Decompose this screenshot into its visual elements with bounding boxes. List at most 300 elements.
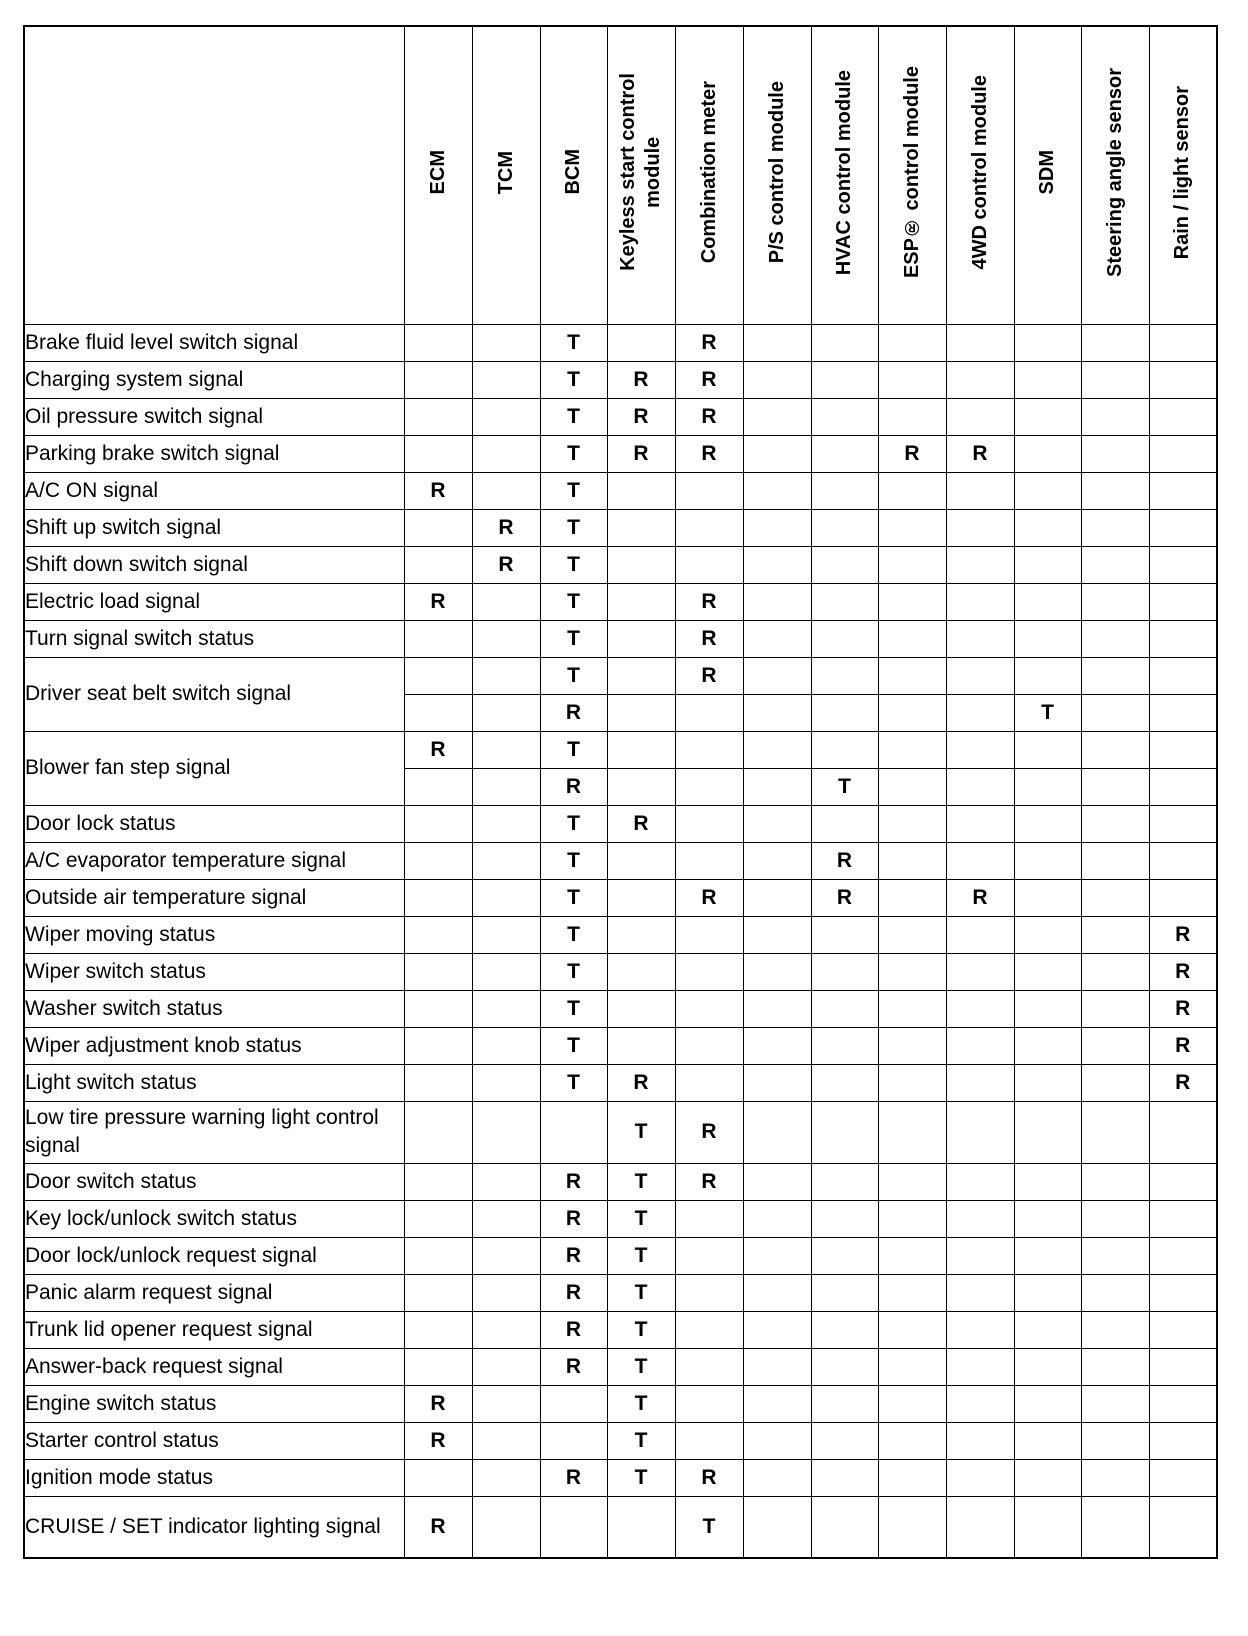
signal-value-cell (1149, 731, 1217, 768)
signal-value-cell (1014, 657, 1081, 694)
column-header (946, 26, 1014, 324)
signal-value-cell (1014, 583, 1081, 620)
signal-value-cell (472, 805, 540, 842)
signal-value-cell (404, 1101, 472, 1163)
signal-value-cell (946, 1385, 1014, 1422)
signal-value-cell (811, 657, 878, 694)
signal-value-cell: T (540, 731, 607, 768)
signal-value-cell (404, 1027, 472, 1064)
signal-value-cell (472, 879, 540, 916)
signal-value-cell (607, 1496, 675, 1558)
signal-value-cell (878, 916, 946, 953)
signal-value-cell: R (540, 1237, 607, 1274)
signal-value-cell: R (472, 546, 540, 583)
signal-value-cell (607, 324, 675, 361)
table-row (24, 805, 1217, 842)
signal-value-cell (743, 842, 811, 879)
signal-value-cell (675, 1311, 743, 1348)
signal-value-cell (675, 990, 743, 1027)
signal-value-cell (1081, 398, 1149, 435)
signal-value-cell (1081, 1101, 1149, 1163)
signal-name-cell: Door lock/unlock request signal (24, 1237, 404, 1274)
table-row (24, 472, 1217, 509)
signal-value-cell (878, 546, 946, 583)
signal-value-cell (811, 916, 878, 953)
signal-value-cell (404, 620, 472, 657)
signal-value-cell (675, 694, 743, 731)
signal-value-cell (1081, 1311, 1149, 1348)
signal-value-cell: R (607, 1064, 675, 1101)
signal-value-cell (1081, 583, 1149, 620)
signal-value-cell (1149, 805, 1217, 842)
table-row (24, 1496, 1217, 1558)
signal-name-cell: Parking brake switch signal (24, 435, 404, 472)
signal-value-cell (743, 1274, 811, 1311)
signal-value-cell (607, 768, 675, 805)
signal-value-cell: R (811, 879, 878, 916)
signal-value-cell: R (1149, 990, 1217, 1027)
signal-value-cell (1149, 1101, 1217, 1163)
signal-name-cell: Door switch status (24, 1163, 404, 1200)
signal-value-cell: R (540, 694, 607, 731)
signal-value-cell (472, 1237, 540, 1274)
signal-value-cell (675, 509, 743, 546)
column-header-label: 4WD control module (968, 75, 991, 270)
signal-value-cell (1081, 1163, 1149, 1200)
table-row (24, 1237, 1217, 1274)
signal-value-cell (946, 1163, 1014, 1200)
signal-value-cell (1014, 435, 1081, 472)
signal-value-cell (743, 620, 811, 657)
signal-value-cell (1149, 620, 1217, 657)
signal-value-cell (1014, 1064, 1081, 1101)
signal-value-cell: T (607, 1237, 675, 1274)
signal-value-cell (743, 398, 811, 435)
signal-value-cell (472, 324, 540, 361)
table-row (24, 435, 1217, 472)
signal-value-cell: T (607, 1422, 675, 1459)
signal-value-cell (878, 1237, 946, 1274)
signal-value-cell (675, 546, 743, 583)
signal-value-cell (878, 953, 946, 990)
signal-value-cell (607, 583, 675, 620)
signal-value-cell (1149, 1237, 1217, 1274)
signal-value-cell (946, 324, 1014, 361)
signal-value-cell (878, 398, 946, 435)
signal-value-cell (404, 879, 472, 916)
signal-value-cell (472, 768, 540, 805)
signal-value-cell (1014, 842, 1081, 879)
signal-value-cell (675, 1274, 743, 1311)
signal-value-cell (743, 694, 811, 731)
signal-value-cell (946, 1311, 1014, 1348)
signal-name-cell: Door lock status (24, 805, 404, 842)
signal-value-cell: T (540, 805, 607, 842)
signal-value-cell (811, 1496, 878, 1558)
table-row (24, 1163, 1217, 1200)
signal-value-cell (946, 620, 1014, 657)
signal-value-cell (404, 768, 472, 805)
signal-value-cell: T (540, 398, 607, 435)
signal-value-cell: R (404, 1496, 472, 1558)
signal-value-cell (946, 1496, 1014, 1558)
signal-value-cell (946, 509, 1014, 546)
signal-value-cell (404, 842, 472, 879)
signal-value-cell (811, 361, 878, 398)
signal-value-cell (472, 1101, 540, 1163)
signal-value-cell (472, 990, 540, 1027)
signal-value-cell (1014, 1496, 1081, 1558)
signal-value-cell (404, 1163, 472, 1200)
signal-value-cell: T (540, 324, 607, 361)
signal-value-cell (1149, 472, 1217, 509)
signal-value-cell: R (404, 472, 472, 509)
signal-value-cell (811, 1237, 878, 1274)
signal-value-cell (540, 1496, 607, 1558)
signal-value-cell: R (675, 583, 743, 620)
signal-value-cell (675, 472, 743, 509)
signal-value-cell (675, 805, 743, 842)
signal-value-cell: R (675, 1101, 743, 1163)
table-row (24, 657, 1217, 694)
table-row (24, 1274, 1217, 1311)
signal-value-cell (607, 842, 675, 879)
signal-value-cell (811, 398, 878, 435)
signal-value-cell (878, 879, 946, 916)
signal-value-cell (946, 731, 1014, 768)
signal-value-cell (675, 1237, 743, 1274)
signal-value-cell: T (540, 657, 607, 694)
signal-value-cell (743, 1163, 811, 1200)
signal-value-cell (607, 472, 675, 509)
signal-value-cell (1014, 1422, 1081, 1459)
signal-value-cell (1081, 916, 1149, 953)
signal-value-cell (878, 1348, 946, 1385)
signal-value-cell (472, 583, 540, 620)
signal-name-cell: Wiper adjustment knob status (24, 1027, 404, 1064)
signal-value-cell (472, 435, 540, 472)
signal-value-cell (878, 990, 946, 1027)
table-row (24, 1311, 1217, 1348)
signal-value-cell (1149, 694, 1217, 731)
signal-name-cell: Answer-back request signal (24, 1348, 404, 1385)
signal-value-cell: T (607, 1385, 675, 1422)
signal-value-cell (743, 1311, 811, 1348)
signal-value-cell (404, 990, 472, 1027)
signal-value-cell (946, 990, 1014, 1027)
signal-value-cell (946, 1459, 1014, 1496)
signal-value-cell (743, 916, 811, 953)
signal-value-cell (946, 1064, 1014, 1101)
signal-value-cell (946, 361, 1014, 398)
signal-value-cell (946, 1237, 1014, 1274)
signal-value-cell (743, 731, 811, 768)
signal-value-cell (811, 1274, 878, 1311)
signal-value-cell (1081, 1064, 1149, 1101)
column-header-label: BCM (562, 149, 584, 196)
signal-value-cell: R (811, 842, 878, 879)
signal-value-cell (1081, 1385, 1149, 1422)
signal-value-cell (404, 805, 472, 842)
signal-value-cell (472, 620, 540, 657)
signal-name-cell: Low tire pressure warning light control signal (24, 1101, 404, 1163)
signal-value-cell (878, 1064, 946, 1101)
table-row (24, 1064, 1217, 1101)
signal-value-cell: T (540, 990, 607, 1027)
signal-value-cell (811, 1101, 878, 1163)
signal-value-cell (878, 1459, 946, 1496)
table-row (24, 398, 1217, 435)
signal-value-cell: T (607, 1311, 675, 1348)
signal-value-cell (946, 1348, 1014, 1385)
column-header (472, 26, 540, 324)
signal-value-cell (472, 694, 540, 731)
signal-value-cell: T (607, 1163, 675, 1200)
signal-value-cell (878, 361, 946, 398)
signal-value-cell (1014, 1274, 1081, 1311)
column-header (811, 26, 878, 324)
table-body (24, 324, 1217, 1558)
signal-value-cell (1014, 1311, 1081, 1348)
signal-value-cell (675, 731, 743, 768)
table-row (24, 953, 1217, 990)
signal-value-cell: R (1149, 1064, 1217, 1101)
signal-value-cell (1149, 1422, 1217, 1459)
signal-value-cell (743, 324, 811, 361)
signal-value-cell (1014, 879, 1081, 916)
signal-value-cell (675, 1064, 743, 1101)
signal-matrix-table (23, 25, 1218, 1559)
signal-value-cell (1081, 1422, 1149, 1459)
table-row (24, 1348, 1217, 1385)
signal-value-cell: T (540, 1027, 607, 1064)
table-row (24, 509, 1217, 546)
signal-value-cell: T (540, 1064, 607, 1101)
signal-value-cell (811, 1459, 878, 1496)
column-header-label: SDM (1036, 150, 1058, 195)
column-header (743, 26, 811, 324)
signal-value-cell: R (946, 879, 1014, 916)
table-row (24, 731, 1217, 768)
signal-value-cell (1081, 1027, 1149, 1064)
signal-value-cell (472, 472, 540, 509)
signal-value-cell (878, 1200, 946, 1237)
signal-value-cell (1149, 361, 1217, 398)
signal-value-cell (1014, 990, 1081, 1027)
signal-value-cell (743, 546, 811, 583)
signal-value-cell (1014, 1101, 1081, 1163)
signal-value-cell (540, 1101, 607, 1163)
signal-name-cell: Charging system signal (24, 361, 404, 398)
signal-value-cell (1149, 1348, 1217, 1385)
signal-value-cell (472, 361, 540, 398)
signal-name-cell: Ignition mode status (24, 1459, 404, 1496)
signal-value-cell (607, 546, 675, 583)
table-row (24, 842, 1217, 879)
signal-value-cell (1014, 1163, 1081, 1200)
signal-value-cell (1081, 879, 1149, 916)
signal-value-cell: R (607, 361, 675, 398)
signal-value-cell (607, 731, 675, 768)
signal-name-cell: Light switch status (24, 1064, 404, 1101)
signal-value-cell (743, 1027, 811, 1064)
signal-value-cell (878, 842, 946, 879)
signal-value-cell: T (675, 1496, 743, 1558)
signal-value-cell (607, 694, 675, 731)
signal-name-cell: A/C ON signal (24, 472, 404, 509)
signal-value-cell: R (1149, 1027, 1217, 1064)
signal-value-cell (472, 1274, 540, 1311)
signal-value-cell (743, 1459, 811, 1496)
signal-value-cell (811, 953, 878, 990)
signal-value-cell (472, 916, 540, 953)
column-header-label: Steering angle sensor (1103, 67, 1126, 277)
signal-value-cell (1014, 324, 1081, 361)
signal-value-cell (1149, 879, 1217, 916)
signal-name-cell: Shift up switch signal (24, 509, 404, 546)
signal-value-cell (811, 435, 878, 472)
signal-value-cell (1149, 1274, 1217, 1311)
signal-value-cell (1014, 509, 1081, 546)
table-row (24, 1459, 1217, 1496)
signal-value-cell (743, 805, 811, 842)
table-row (24, 361, 1217, 398)
signal-value-cell (946, 916, 1014, 953)
signal-value-cell (946, 1274, 1014, 1311)
signal-name-cell: Panic alarm request signal (24, 1274, 404, 1311)
signal-value-cell (404, 1459, 472, 1496)
signal-value-cell (404, 398, 472, 435)
column-header-label: ECM (426, 150, 449, 195)
signal-value-cell (743, 583, 811, 620)
signal-value-cell (811, 546, 878, 583)
signal-value-cell (946, 657, 1014, 694)
signal-value-cell (946, 694, 1014, 731)
signal-value-cell: R (607, 435, 675, 472)
signal-value-cell (1081, 731, 1149, 768)
table-row (24, 583, 1217, 620)
signal-value-cell (878, 620, 946, 657)
signal-value-cell (811, 620, 878, 657)
signal-value-cell: T (540, 472, 607, 509)
signal-value-cell: R (675, 1459, 743, 1496)
signal-value-cell (1014, 916, 1081, 953)
column-header (540, 26, 607, 324)
table-row (24, 1385, 1217, 1422)
column-header-label: HVAC control module (833, 69, 855, 275)
signal-value-cell (472, 1027, 540, 1064)
column-header-label: TCM (494, 150, 517, 194)
signal-value-cell (472, 657, 540, 694)
signal-value-cell (743, 1200, 811, 1237)
signal-name-cell: Blower fan step signal (24, 731, 404, 805)
signal-value-cell (1014, 620, 1081, 657)
column-header (878, 26, 946, 324)
signal-value-cell: R (675, 1163, 743, 1200)
signal-name-cell: CRUISE / SET indicator lighting signal (24, 1496, 404, 1558)
signal-value-cell (404, 324, 472, 361)
signal-value-cell (743, 1101, 811, 1163)
signal-value-cell (675, 1385, 743, 1422)
signal-value-cell (878, 1422, 946, 1459)
signal-value-cell: R (675, 361, 743, 398)
signal-value-cell (404, 1200, 472, 1237)
column-header (607, 26, 675, 324)
signal-value-cell (472, 1064, 540, 1101)
signal-value-cell (607, 990, 675, 1027)
signal-value-cell: R (1149, 953, 1217, 990)
signal-value-cell (675, 953, 743, 990)
signal-value-cell (472, 1311, 540, 1348)
signal-value-cell (946, 546, 1014, 583)
signal-value-cell: T (607, 1348, 675, 1385)
signal-value-cell: T (607, 1459, 675, 1496)
column-header-label: Rain / light sensor (1171, 85, 1194, 259)
signal-value-cell (1081, 1274, 1149, 1311)
column-header (1014, 26, 1081, 324)
signal-value-cell (878, 805, 946, 842)
signal-value-cell (1014, 953, 1081, 990)
signal-name-cell: Driver seat belt switch signal (24, 657, 404, 731)
signal-value-cell: T (540, 546, 607, 583)
signal-value-cell: R (607, 805, 675, 842)
column-header-label: Combination meter (697, 81, 720, 264)
signal-value-cell: R (878, 435, 946, 472)
signal-value-cell (1081, 768, 1149, 805)
signal-value-cell (472, 1422, 540, 1459)
signal-value-cell: T (540, 842, 607, 879)
signal-value-cell (946, 953, 1014, 990)
signal-value-cell (946, 1422, 1014, 1459)
signal-value-cell (675, 842, 743, 879)
signal-value-cell (1149, 509, 1217, 546)
signal-name-cell: Electric load signal (24, 583, 404, 620)
table-row (24, 879, 1217, 916)
column-header (1081, 26, 1149, 324)
signal-value-cell (404, 546, 472, 583)
signal-value-cell: R (404, 583, 472, 620)
signal-value-cell (878, 1101, 946, 1163)
signal-value-cell (1081, 509, 1149, 546)
signal-value-cell: R (540, 1348, 607, 1385)
signal-value-cell (472, 953, 540, 990)
signal-value-cell (946, 1027, 1014, 1064)
signal-value-cell: R (675, 657, 743, 694)
signal-value-cell (472, 1496, 540, 1558)
signal-value-cell (607, 879, 675, 916)
signal-name-cell: Brake fluid level switch signal (24, 324, 404, 361)
signal-value-cell (811, 509, 878, 546)
signal-value-cell (1081, 1237, 1149, 1274)
signal-name-cell: Washer switch status (24, 990, 404, 1027)
signal-value-cell (1014, 768, 1081, 805)
signal-value-cell (607, 1027, 675, 1064)
signal-value-cell (878, 472, 946, 509)
signal-value-cell (1149, 842, 1217, 879)
signal-value-cell (743, 1348, 811, 1385)
signal-value-cell: R (946, 435, 1014, 472)
signal-value-cell (1149, 657, 1217, 694)
signal-value-cell (1014, 1200, 1081, 1237)
signal-value-cell (1081, 1200, 1149, 1237)
signal-value-cell (1149, 1459, 1217, 1496)
signal-value-cell (1081, 324, 1149, 361)
signal-value-cell (878, 324, 946, 361)
signal-value-cell (811, 1027, 878, 1064)
signal-value-cell: T (1014, 694, 1081, 731)
signal-value-cell (946, 1200, 1014, 1237)
signal-value-cell: T (540, 361, 607, 398)
